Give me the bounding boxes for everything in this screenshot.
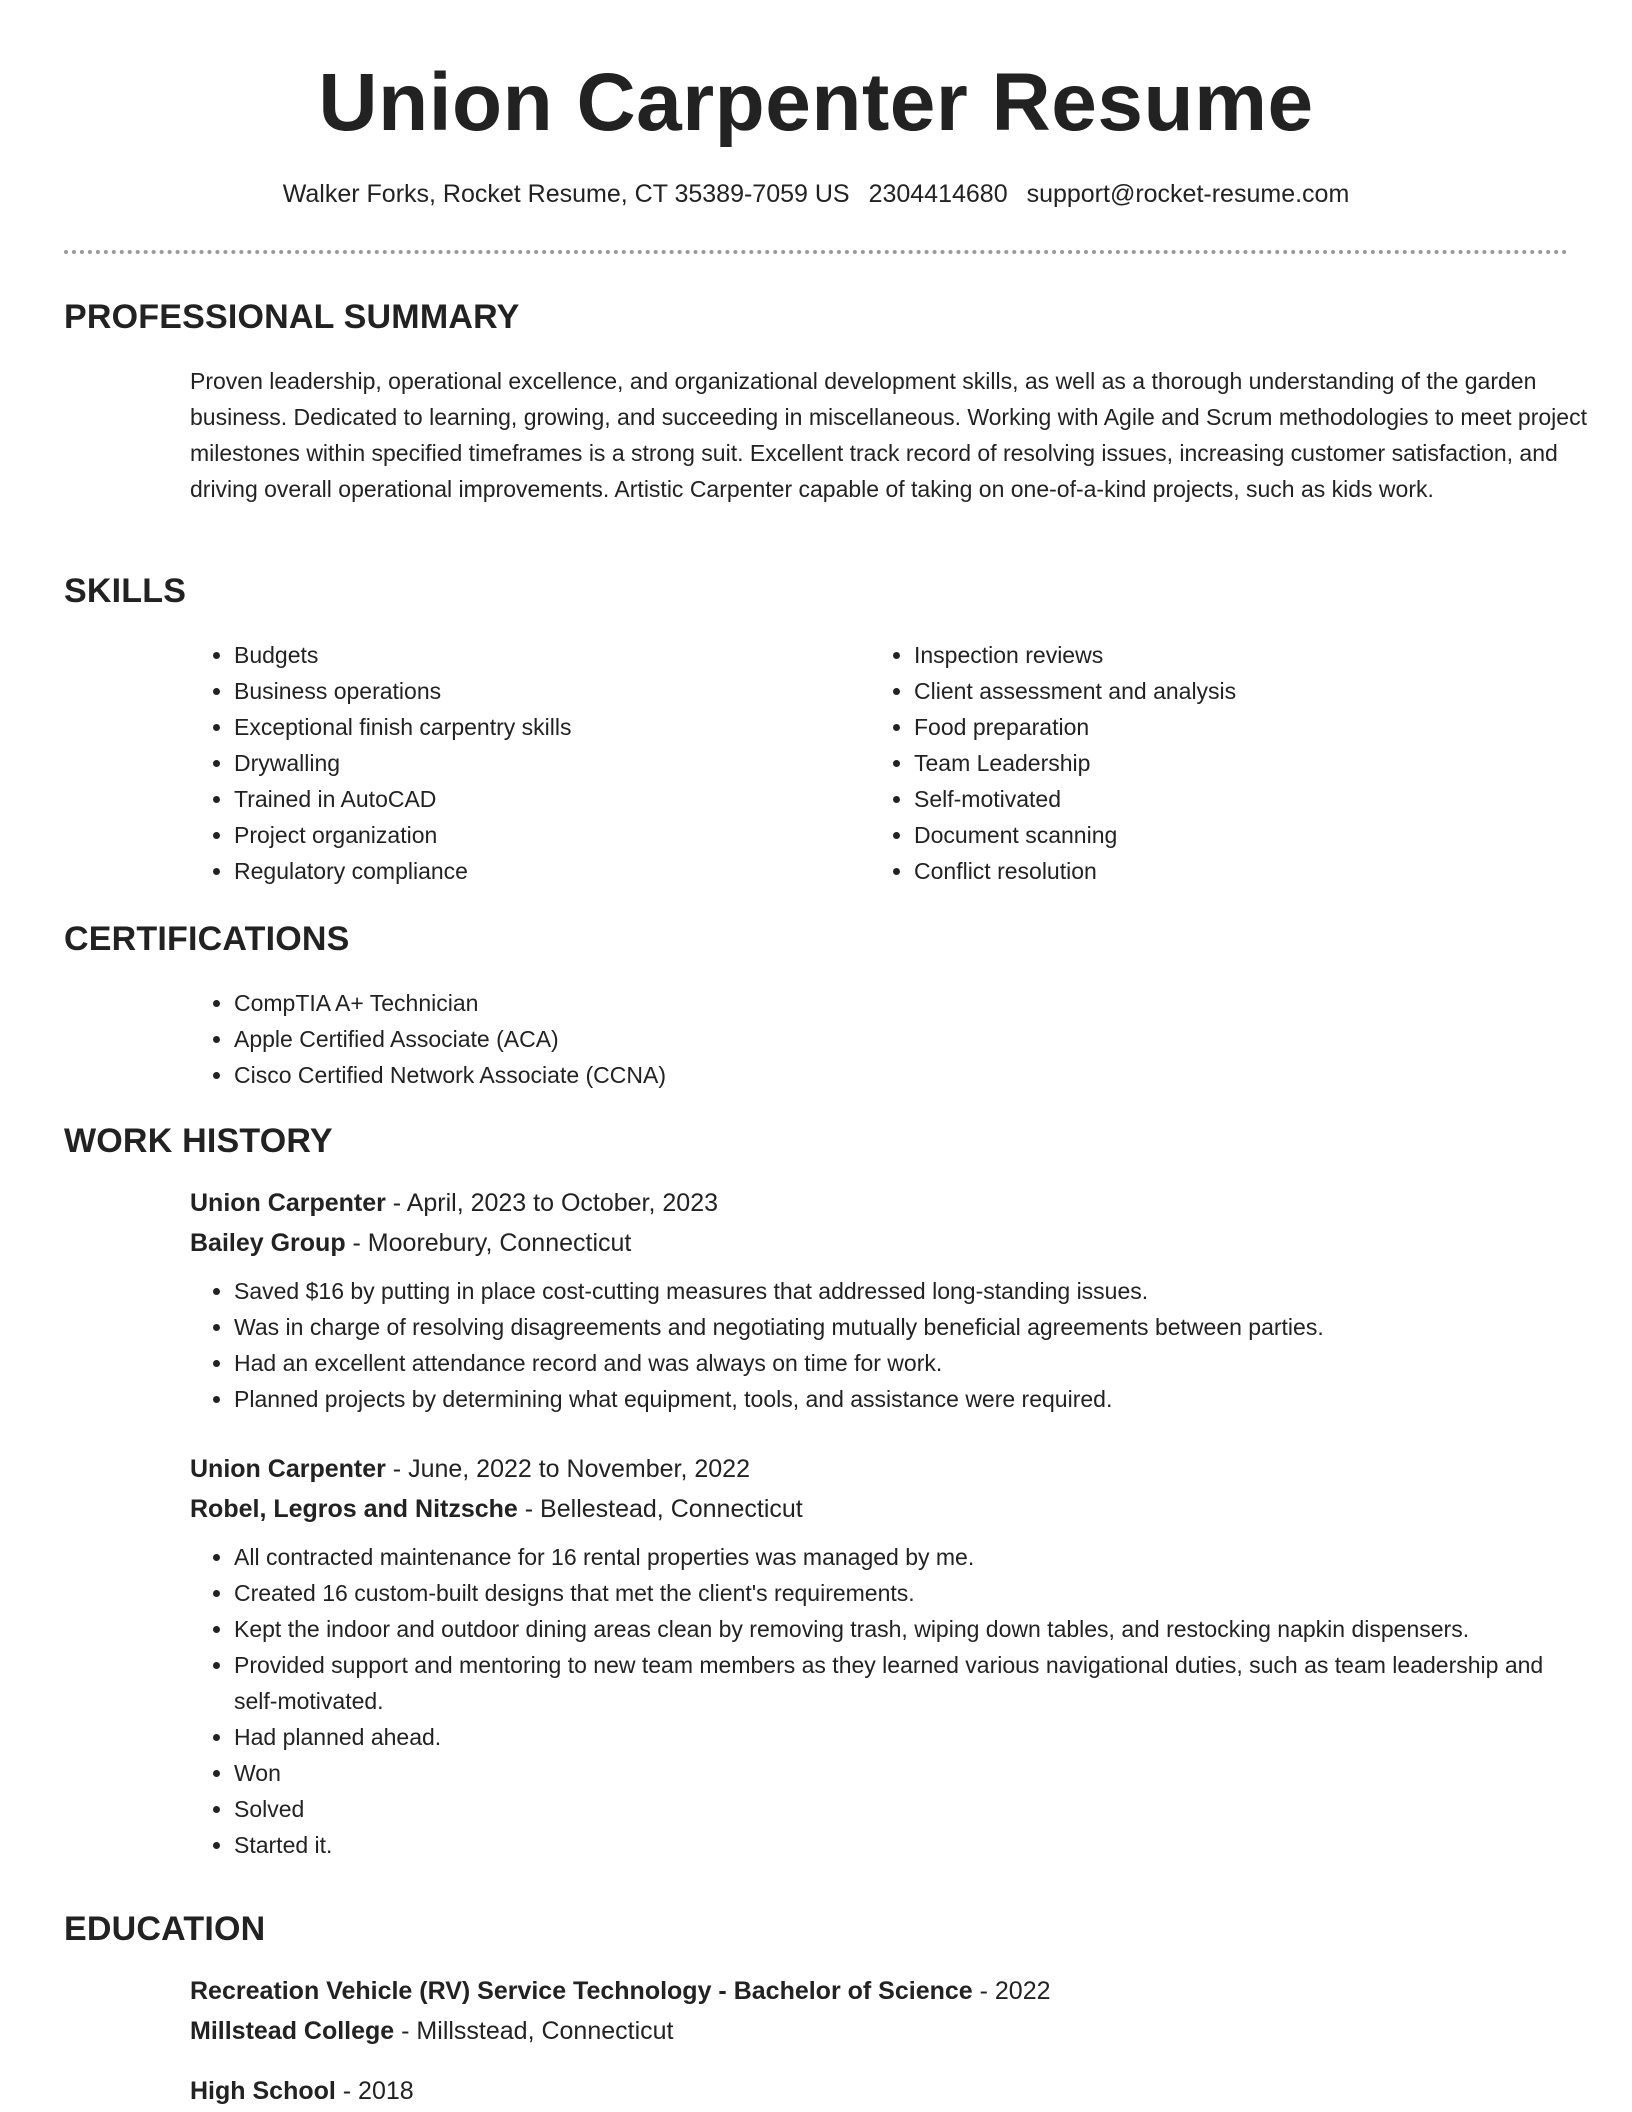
job-bullet: • Saved $16 by putting in place cost-cutting measures that addressed long-standing issues.: [234, 1273, 1568, 1309]
job-bullet: • Kept the indoor and outdoor dining areas clean by removing trash, wiping down tables, and restocking napkin dispensers.: [234, 1611, 1568, 1647]
job-company-line: [190, 1223, 1568, 1263]
certification-item: • Cisco Certified Network Associate (CCNA): [234, 1057, 1568, 1093]
skill-item: • Exceptional finish carpentry skills: [234, 709, 870, 745]
degree: Recreation Vehicle (RV) Service Technology - Bachelor of Science: [190, 1977, 973, 2005]
summary-text: Proven leadership, operational excellence, and organizational development skills, as well as a thorough understanding of the garden business. Dedicated to learning, growing, and succeeding in miscellaneous. Working with Agile and Scrum methodologies to meet project milestones within specified timeframes is a strong suit. Excellent track record of resolving issues, increasing customer satisfaction, and driving overall operational improvements. Artistic Carpenter capable of taking on one-of-a-kind projects, such as kids work.: [190, 368, 1587, 502]
summary-section: [64, 298, 1587, 507]
graduation-year: - 2018: [335, 2077, 414, 2105]
education-entry: [190, 1971, 1568, 2051]
skill-item: • Business operations: [234, 673, 870, 709]
school-line: [190, 2011, 1568, 2051]
skill-item: • Self-motivated: [914, 781, 1550, 817]
skill-item: • Conflict resolution: [914, 853, 1550, 889]
job-title-line: [190, 1183, 1568, 1223]
skill-item: • Inspection reviews: [914, 637, 1550, 673]
skill-item: • Project organization: [234, 817, 870, 853]
degree-line: [190, 1971, 1568, 2011]
skill-item: • Team Leadership: [914, 745, 1550, 781]
certification-item: • CompTIA A+ Technician: [234, 985, 1568, 1021]
job-location: - Bellestead, Connecticut: [517, 1495, 803, 1523]
job-bullet: • Was in charge of resolving disagreements and negotiating mutually beneficial agreements between parties.: [234, 1309, 1568, 1345]
graduation-year: - 2022: [972, 1977, 1051, 2005]
degree-line: [190, 2071, 1568, 2111]
skill-item: • Client assessment and analysis: [914, 673, 1550, 709]
contact-line: [64, 180, 1568, 209]
skills-right-list: [870, 637, 1550, 889]
skill-item: • Drywalling: [234, 745, 870, 781]
work-history-heading: WORK HISTORY: [64, 1122, 333, 1160]
job-company: Robel, Legros and Nitzsche: [190, 1495, 518, 1523]
job-bullet: • Had planned ahead.: [234, 1719, 1568, 1755]
header-divider: [64, 250, 1568, 254]
skill-item: • Budgets: [234, 637, 870, 673]
skills-heading: SKILLS: [64, 572, 187, 610]
degree: High School: [190, 2077, 336, 2105]
job-bullet: • Planned projects by determining what equipment, tools, and assistance were required.: [234, 1381, 1568, 1417]
job-bullet: • Started it.: [234, 1827, 1568, 1863]
page-title: Union Carpenter Resume: [318, 57, 1314, 148]
job-entry: [190, 1183, 1568, 1417]
job-bullet: • All contracted maintenance for 16 rental properties was managed by me.: [234, 1539, 1568, 1575]
job-title-line: [190, 1449, 1568, 1489]
school-location: - Millsstead, Connecticut: [394, 2017, 674, 2045]
job-company: Bailey Group: [190, 1229, 346, 1257]
skills-left-list: [190, 637, 870, 889]
job-bullets: [190, 1273, 1568, 1417]
skill-item: • Trained in AutoCAD: [234, 781, 870, 817]
skills-grid: [190, 637, 1568, 889]
education-entry: [190, 2071, 1568, 2111]
skill-item: • Regulatory compliance: [234, 853, 870, 889]
job-company-line: [190, 1489, 1568, 1529]
job-bullet: • Solved: [234, 1791, 1568, 1827]
certification-item: • Apple Certified Associate (ACA): [234, 1021, 1568, 1057]
certifications-heading: CERTIFICATIONS: [64, 920, 350, 958]
contact-phone: 2304414680: [868, 180, 1008, 208]
certifications-section: [64, 920, 1568, 1093]
job-bullet: • Created 16 custom-built designs that met the client's requirements.: [234, 1575, 1568, 1611]
skill-item: • Document scanning: [914, 817, 1550, 853]
job-location: - Moorebury, Connecticut: [345, 1229, 632, 1257]
job-title: Union Carpenter: [190, 1189, 386, 1217]
summary-heading: PROFESSIONAL SUMMARY: [64, 298, 520, 336]
job-entry: [190, 1449, 1568, 1863]
skills-section: [64, 572, 1568, 889]
contact-address: Walker Forks, Rocket Resume, CT 35389-7059 US: [282, 180, 850, 208]
school: Millstead College: [190, 2017, 395, 2045]
job-dates: - June, 2022 to November, 2022: [385, 1455, 750, 1483]
skill-item: • Food preparation: [914, 709, 1550, 745]
job-bullet: • Provided support and mentoring to new team members as they learned various navigational duties, such as team leadership and self-motivated.: [234, 1647, 1568, 1719]
work-history-section: [64, 1122, 1568, 1863]
job-bullet: • Won: [234, 1755, 1568, 1791]
job-bullets: [190, 1539, 1568, 1863]
contact-email: support@rocket-resume.com: [1026, 180, 1350, 208]
education-section: [64, 1910, 1568, 2111]
job-bullet: • Had an excellent attendance record and was always on time for work.: [234, 1345, 1568, 1381]
job-dates: - April, 2023 to October, 2023: [385, 1189, 719, 1217]
education-heading: EDUCATION: [64, 1910, 266, 1948]
certifications-list: [190, 985, 1568, 1093]
job-title: Union Carpenter: [190, 1455, 386, 1483]
